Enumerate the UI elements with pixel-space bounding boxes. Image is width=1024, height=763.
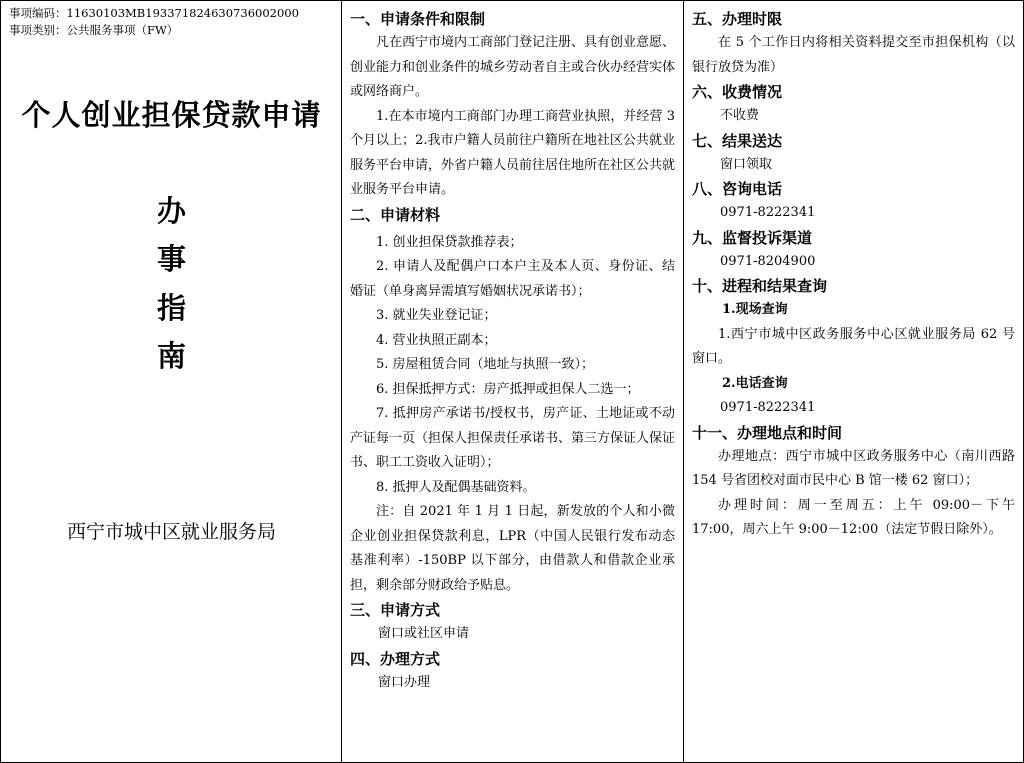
paragraph: 凡在西宁市境内工商部门登记注册、具有创业意愿、创业能力和创业条件的城乡劳动者自主或合伙办经营实体或网络商户。 (350, 35, 676, 99)
section-text: 不收费 (720, 108, 760, 123)
title-column (1, 1, 342, 762)
conditions-column (342, 1, 684, 762)
guide-char-2: 事 (156, 242, 186, 276)
guide-char-1: 办 (156, 194, 186, 228)
phone-number: 0971-8204900 (720, 253, 816, 269)
section-heading: 三、申请方式 (350, 601, 441, 619)
material-item: 4. 营业执照正副本； (376, 332, 497, 348)
middle-content (350, 7, 675, 695)
material-item: 2. 申请人及配偶户口本户主及本人页、身份证、结婚证（单身离异需填写婚姻状况承诺书）； (350, 259, 675, 299)
paragraph: 1.在本市境内工商部门办理工商营业执照，并经营 3 个月以上；2.我市户籍人员前往户籍所在地社区公共就业服务平台申请，外省户籍人员前往居住地所在社区公共就业服务平台申请。 (350, 108, 676, 197)
item-type: 事项类别：公共服务事项（FW） (9, 23, 179, 37)
section-heading: 十一、办理地点和时间 (692, 423, 843, 442)
note-paragraph: 注：自 2021 年 1 月 1 日起，新发放的个人和小微企业创业担保贷款利息，LPR（中国人民银行发布动态基准利率）-150BP 以下部分，由借款人和借款企业承担，剩余部分财政给予贴息。 (350, 504, 675, 593)
section-heading: 十、进程和结果查询 (692, 277, 828, 295)
section-text: 在 5 个工作日内将相关资料提交至市担保机构（以银行放贷为准） (692, 35, 1015, 75)
section-heading: 七、结果送达 (692, 131, 783, 150)
section-heading: 九、监督投诉渠道 (692, 228, 813, 247)
guide-char-3: 指 (156, 291, 186, 325)
section-heading: 八、咨询电话 (692, 180, 783, 198)
phone-number: 0971-8222341 (720, 400, 816, 415)
info-column (684, 1, 1023, 762)
section-heading: 五、办理时限 (692, 10, 783, 28)
right-content (692, 7, 1015, 543)
main-title: 个人创业担保贷款申请 (21, 98, 322, 132)
section-heading: 二、申请材料 (350, 205, 441, 224)
section-text: 窗口领取 (720, 156, 773, 172)
phone-number: 0971-8222341 (720, 205, 816, 220)
section-text: 窗口或社区申请 (378, 626, 470, 641)
material-item: 7. 抵押房产承诺书/授权书，房产证、土地证或不动产证每一页（担保人担保责任承诺书、第三方保证人保证书、职工工资收入证明）； (350, 406, 676, 470)
section-text: 1.西宁市城中区政务服务中心区就业服务局 62 号窗口。 (692, 326, 1015, 366)
material-item: 5. 房屋租赁合同（地址与执照一致）； (376, 357, 595, 372)
material-item: 3. 就业失业登记证； (376, 308, 497, 323)
section-heading: 六、收费情况 (692, 83, 783, 101)
sub-heading: 1.现场查询 (722, 302, 788, 317)
material-item: 6. 担保抵押方式：房产抵押或担保人二选一； (376, 381, 640, 397)
item-code: 事项编码：11630103MB193371824630736002000 (9, 6, 299, 20)
section-text: 窗口办理 (378, 674, 431, 690)
sub-heading: 2.电话查询 (722, 375, 788, 391)
agency-name: 西宁市城中区就业服务局 (66, 521, 276, 543)
hours-text: 办理时间：周一至周五：上午 09:00－下午 17:00，周六上午 9:00－12:00（法定节假日除外）。 (692, 497, 1015, 537)
material-item: 8. 抵押人及配偶基础资料。 (376, 479, 536, 495)
guide-char-4: 南 (156, 339, 186, 373)
section-heading: 一、申请条件和限制 (350, 10, 486, 28)
material-item: 1. 创业担保贷款推荐表； (376, 234, 523, 250)
section-heading: 四、办理方式 (350, 649, 441, 668)
address-text: 办理地点：西宁市城中区政务服务中心（南川西路 154 号省团校对面市民中心 B 馆一楼 62 窗口）； (692, 448, 1015, 488)
